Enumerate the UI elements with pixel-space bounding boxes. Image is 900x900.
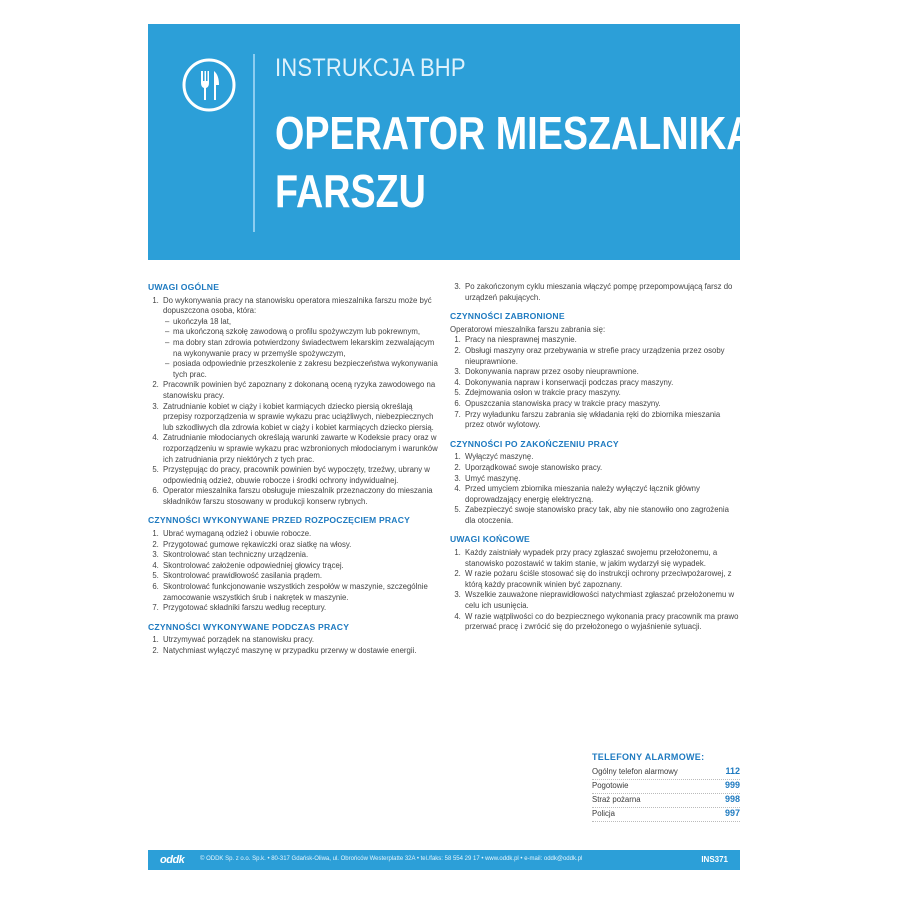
section-title-final-notes: UWAGI KOŃCOWE <box>450 534 530 545</box>
phone-row <box>592 780 740 794</box>
phone-number: 999 <box>724 780 740 790</box>
list-item: 2. W razie pożaru ściśle stosować się do instrukcji ochrony przeciwpożarowej, z którą każdy pracownik winien być zapoznany. <box>463 569 740 590</box>
list-item: 5. Przystępując do pracy, pracownik powinien być wypoczęty, trzeźwy, ubrany w odpowiednią odzież, obuwie robocze i środki ochrony indywidualnej. <box>161 465 438 486</box>
page-title <box>275 104 754 220</box>
phone-label: Ogólny telefon alarmowy <box>592 767 678 776</box>
list-item: 6. Skontrolować funkcjonowanie wszystkich zespołów w maszynie, szczególnie zamocowanie wszystkich śrub i nakrętek w maszynie. <box>161 582 438 603</box>
list-item: 2. Obsługi maszyny oraz przebywania w strefie pracy urządzenia przez osoby nieuprawnione. <box>463 346 740 367</box>
title-line-2: FARSZU <box>275 165 426 217</box>
during-work-list-continued <box>450 282 740 303</box>
list-item: 1. Ubrać wymaganą odzież i obuwie robocze. <box>161 529 438 540</box>
section-title-after-work: CZYNNOŚCI PO ZAKOŃCZENIU PRACY <box>450 438 619 449</box>
list-item: – ukończyła 18 lat, <box>171 317 438 328</box>
phone-number: 997 <box>724 808 740 818</box>
forbidden-list <box>450 335 740 430</box>
phone-label: Policja <box>592 809 615 818</box>
final-notes-list <box>450 548 740 633</box>
document-kicker: INSTRUKCJA BHP <box>275 54 466 82</box>
footer-bar <box>148 850 740 870</box>
title-line-1: OPERATOR MIESZALNIKA <box>275 107 754 159</box>
emergency-phones-title: TELEFONY ALARMOWE: <box>592 752 705 762</box>
phone-label: Pogotowie <box>592 781 629 790</box>
publisher-address: © ODDK Sp. z o.o. Sp.k. • 80-317 Gdańsk-Oliwa, ul. Obrońców Westerplatte 32A • tel./faks: 58 554 29 17 • www.oddk.pl • e-mail: oddk@oddk.pl <box>200 856 583 862</box>
list-item: 3. Zatrudnianie kobiet w ciąży i kobiet karmiących dziecko piersią określają przepisy rozporządzenia w sprawie wykazu prac uciążliwych, niebezpiecznych lub szkodliwych dla zdrowia kobiet w ciąży i kobiet karmiących dziecko piersią. <box>161 402 438 434</box>
list-item: 3. Po zakończonym cyklu mieszania włączyć pompę przepompowującą farsz do urządzeń pakujących. <box>463 282 740 303</box>
emergency-phones-box <box>592 752 740 822</box>
oddk-logo: oddk <box>160 854 185 866</box>
before-work-list <box>148 529 438 614</box>
list-item: 4. Przed umyciem zbiornika mieszania należy wyłączyć łącznik główny doprowadzający energię elektryczną. <box>463 484 740 505</box>
section-title-during-work: CZYNNOŚCI WYKONYWANE PODCZAS PRACY <box>148 621 350 632</box>
list-item: 1. Każdy zaistniały wypadek przy pracy zgłaszać swojemu przełożonemu, a stanowisko pozostawić w takim stanie, w jakim wydarzył się wypadek. <box>463 548 740 569</box>
phone-label: Straż pożarna <box>592 795 641 804</box>
document-code: INS371 <box>701 855 728 864</box>
list-item: 2. Uporządkować swoje stanowisko pracy. <box>463 463 740 474</box>
list-item: 3. Dokonywania napraw przez osoby nieuprawnione. <box>463 367 740 378</box>
phone-row <box>592 766 740 780</box>
list-item: 4. Skontrolować założenie odpowiedniej głowicy trącej. <box>161 561 438 572</box>
list-item: 6. Opuszczania stanowiska pracy w trakcie pracy maszyny. <box>463 399 740 410</box>
list-item: 2. Pracownik powinien być zapoznany z dokonaną oceną ryzyka zawodowego na stanowisku pracy. <box>161 380 438 401</box>
list-item: 5. Zdejmowania osłon w trakcie pracy maszyny. <box>463 388 740 399</box>
during-work-list <box>148 635 438 656</box>
list-item: 1. Utrzymywać porządek na stanowisku pracy. <box>161 635 438 646</box>
list-item: 4. W razie wątpliwości co do bezpiecznego wykonania pracy pracownik ma prawo przerwać pracę i zwrócić się do przełożonego o wyjaśnienie sytuacji. <box>463 612 740 633</box>
list-item: 1. Do wykonywania pracy na stanowisku operatora mieszalnika farszu może być dopuszczona osoba, która: – ukończyła 18 lat, – ma ukończoną szkołę zawodową o profilu spożywczym lub pokrewnym, – ma dobry stan zdrowia potwierdzony świadectwem lekarskim zezwalającym na wykonywanie pracy w przemyśle spożywczym, – posiada odpowiednie przeszkolenie z zakresu bezpieczeństwa wykonywania tych prac. <box>161 296 438 381</box>
list-item: 2. Natychmiast wyłączyć maszynę w przypadku przerwy w dostawie energii. <box>161 646 438 657</box>
phone-number: 998 <box>724 794 740 804</box>
list-item: – posiada odpowiednie przeszkolenie z zakresu bezpieczeństwa wykonywania tych prac. <box>171 359 438 380</box>
after-work-list <box>450 452 740 526</box>
list-item: 3. Umyć maszynę. <box>463 474 740 485</box>
section-title-general: UWAGI OGÓLNE <box>148 282 220 292</box>
list-item: 7. Przygotować składniki farszu według receptury. <box>161 603 438 614</box>
list-item: 7. Przy wyładunku farszu zabrania się wkładania ręki do zbiornika mieszania przez otwór wylotowy. <box>463 410 740 431</box>
left-column <box>148 282 438 665</box>
list-item: – ma dobry stan zdrowia potwierdzony świadectwem lekarskim zezwalającym na wykonywanie pracy w przemyśle spożywczym, <box>171 338 438 359</box>
list-item: 1. Wyłączyć maszynę. <box>463 452 740 463</box>
list-item: – ma ukończoną szkołę zawodową o profilu spożywczym lub pokrewnym, <box>171 327 438 338</box>
header-banner <box>148 24 754 260</box>
phone-number: 112 <box>725 766 740 776</box>
right-column <box>450 282 740 641</box>
list-item: 4. Dokonywania napraw i konserwacji podczas pracy maszyny. <box>463 378 740 389</box>
list-item: 3. Wszelkie zauważone nieprawidłowości natychmiast zgłaszać przełożonemu w celu ich usunięcia. <box>463 590 740 611</box>
header-divider <box>253 54 255 232</box>
section-title-forbidden: CZYNNOŚCI ZABRONIONE <box>450 311 565 322</box>
list-item: 3. Skontrolować stan techniczny urządzenia. <box>161 550 438 561</box>
section-title-before-work: CZYNNOŚCI WYKONYWANE PRZED ROZPOCZĘCIEM PRACY <box>148 515 411 526</box>
list-item: 1. Pracy na niesprawnej maszynie. <box>463 335 740 346</box>
list-item: 5. Zabezpieczyć swoje stanowisko pracy tak, aby nie stanowiło ono zagrożenia dla otoczenia. <box>463 505 740 526</box>
instruction-sheet <box>148 24 754 874</box>
list-item: 6. Operator mieszalnika farszu obsługuje mieszalnik przeznaczony do mieszania składników farszu stosowany w produkcji konserw rybnych. <box>161 486 438 507</box>
fork-knife-icon <box>181 57 237 113</box>
phone-row <box>592 794 740 808</box>
list-item: 2. Przygotować gumowe rękawiczki oraz siatkę na włosy. <box>161 540 438 551</box>
list-item: 4. Zatrudnianie młodocianych określają warunki zawarte w Kodeksie pracy oraz w rozporządzeniu w sprawie wykazu prac wzbronionych młodocianym i warunków ich zatrudniania przy niektórych z tych prac. <box>161 433 438 465</box>
phone-row <box>592 808 740 822</box>
forbidden-intro: Operatorowi mieszalnika farszu zabrania się: <box>450 324 606 334</box>
list-item: 5. Skontrolować prawidłowość zasilania prądem. <box>161 571 438 582</box>
requirements-list <box>163 317 438 381</box>
general-list <box>148 296 438 508</box>
